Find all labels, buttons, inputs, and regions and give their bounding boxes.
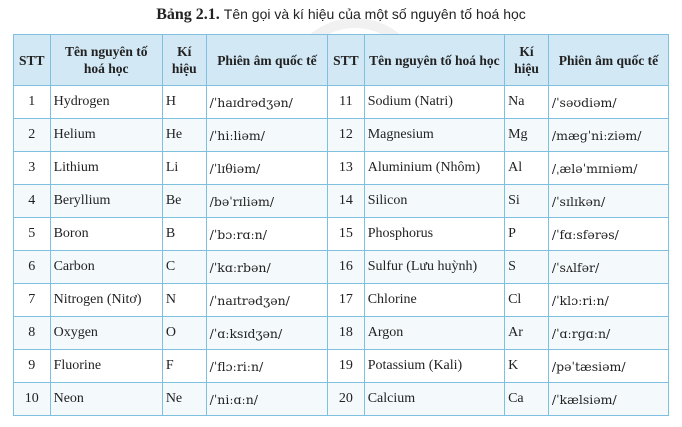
cell-element-name: Hydrogen <box>50 86 162 119</box>
cell-pronunciation: /ˈsɪlɪkən/ <box>548 185 668 218</box>
cell-pronunciation: /ˈfɑːsfərəs/ <box>548 218 668 251</box>
cell-stt: 3 <box>14 152 51 185</box>
cell-pronunciation: /ˈsʌlfər/ <box>548 251 668 284</box>
cell-stt: 13 <box>328 152 365 185</box>
cell-element-name: Neon <box>50 383 162 416</box>
cell-symbol: F <box>162 350 206 383</box>
header-stt-left: STT <box>14 35 51 86</box>
cell-pronunciation: /ˈhiːliəm/ <box>206 119 328 152</box>
cell-stt: 14 <box>328 185 365 218</box>
cell-stt: 2 <box>14 119 51 152</box>
header-symbol-right: Kí hiệu <box>505 35 549 86</box>
header-name-right: Tên nguyên tố hoá học <box>364 35 504 86</box>
cell-element-name: Fluorine <box>50 350 162 383</box>
table-row <box>14 251 669 284</box>
cell-element-name: Silicon <box>364 185 504 218</box>
cell-symbol: Be <box>162 185 206 218</box>
cell-stt: 11 <box>328 86 365 119</box>
cell-element-name: Lithium <box>50 152 162 185</box>
cell-element-name: Potassium (Kali) <box>364 350 504 383</box>
table-caption <box>0 6 682 24</box>
header-ipa-left: Phiên âm quốc tế <box>206 35 328 86</box>
cell-symbol: K <box>505 350 549 383</box>
cell-pronunciation: /bəˈrɪliəm/ <box>206 185 328 218</box>
cell-stt: 6 <box>14 251 51 284</box>
cell-symbol: H <box>162 86 206 119</box>
cell-pronunciation: /ˈɑːrɡɑːn/ <box>548 317 668 350</box>
cell-element-name: Nitrogen (Nitơ) <box>50 284 162 317</box>
table-body <box>14 86 669 416</box>
cell-symbol: B <box>162 218 206 251</box>
header-symbol-left: Kí hiệu <box>162 35 206 86</box>
cell-pronunciation: /ˈflɔːriːn/ <box>206 350 328 383</box>
cell-symbol: Li <box>162 152 206 185</box>
cell-pronunciation: /ˈlɪθiəm/ <box>206 152 328 185</box>
cell-element-name: Boron <box>50 218 162 251</box>
cell-stt: 12 <box>328 119 365 152</box>
table-row <box>14 383 669 416</box>
cell-stt: 1 <box>14 86 51 119</box>
cell-element-name: Oxygen <box>50 317 162 350</box>
cell-pronunciation: /ˈnaɪtrədʒən/ <box>206 284 328 317</box>
cell-stt: 7 <box>14 284 51 317</box>
cell-stt: 5 <box>14 218 51 251</box>
caption-label: Bảng 2.1. <box>156 6 220 23</box>
cell-element-name: Sulfur (Lưu huỳnh) <box>364 251 504 284</box>
cell-element-name: Chlorine <box>364 284 504 317</box>
table-row <box>14 86 669 119</box>
cell-element-name: Magnesium <box>364 119 504 152</box>
cell-symbol: He <box>162 119 206 152</box>
cell-pronunciation: /ˈhaɪdrədʒən/ <box>206 86 328 119</box>
cell-element-name: Calcium <box>364 383 504 416</box>
cell-pronunciation: /mæɡˈniːziəm/ <box>548 119 668 152</box>
cell-pronunciation: /ˌæləˈmɪniəm/ <box>548 152 668 185</box>
cell-symbol: P <box>505 218 549 251</box>
cell-pronunciation: /ˈsəʊdiəm/ <box>548 86 668 119</box>
table-row <box>14 119 669 152</box>
header-name-left: Tên nguyên tố hoá học <box>50 35 162 86</box>
cell-symbol: N <box>162 284 206 317</box>
cell-symbol: Mg <box>505 119 549 152</box>
cell-element-name: Helium <box>50 119 162 152</box>
cell-symbol: O <box>162 317 206 350</box>
cell-symbol: Al <box>505 152 549 185</box>
cell-symbol: Si <box>505 185 549 218</box>
element-table <box>13 34 669 416</box>
cell-symbol: Ar <box>505 317 549 350</box>
cell-stt: 16 <box>328 251 365 284</box>
cell-pronunciation: /ˈkælsiəm/ <box>548 383 668 416</box>
cell-stt: 9 <box>14 350 51 383</box>
cell-stt: 4 <box>14 185 51 218</box>
cell-symbol: Na <box>505 86 549 119</box>
cell-pronunciation: /ˈɑːksɪdʒən/ <box>206 317 328 350</box>
cell-symbol: S <box>505 251 549 284</box>
cell-element-name: Carbon <box>50 251 162 284</box>
header-ipa-right: Phiên âm quốc tế <box>548 35 668 86</box>
cell-pronunciation: /ˈkɑːrbən/ <box>206 251 328 284</box>
header-stt-right: STT <box>328 35 365 86</box>
cell-stt: 17 <box>328 284 365 317</box>
cell-pronunciation: /pəˈtæsiəm/ <box>548 350 668 383</box>
cell-stt: 8 <box>14 317 51 350</box>
table-row <box>14 350 669 383</box>
cell-stt: 18 <box>328 317 365 350</box>
header-row <box>14 35 669 86</box>
table-row <box>14 185 669 218</box>
caption-text: Tên gọi và kí hiệu của một số nguyên tố hoá học <box>223 6 526 22</box>
cell-element-name: Sodium (Natri) <box>364 86 504 119</box>
cell-symbol: Ca <box>505 383 549 416</box>
cell-element-name: Argon <box>364 317 504 350</box>
cell-symbol: Cl <box>505 284 549 317</box>
cell-element-name: Aluminium (Nhôm) <box>364 152 504 185</box>
table-row <box>14 284 669 317</box>
cell-pronunciation: /ˈniːɑːn/ <box>206 383 328 416</box>
table-row <box>14 218 669 251</box>
cell-pronunciation: /ˈbɔːrɑːn/ <box>206 218 328 251</box>
cell-stt: 20 <box>328 383 365 416</box>
cell-stt: 19 <box>328 350 365 383</box>
cell-stt: 15 <box>328 218 365 251</box>
cell-stt: 10 <box>14 383 51 416</box>
cell-element-name: Phosphorus <box>364 218 504 251</box>
table-row <box>14 317 669 350</box>
cell-element-name: Beryllium <box>50 185 162 218</box>
cell-pronunciation: /ˈklɔːriːn/ <box>548 284 668 317</box>
table-row <box>14 152 669 185</box>
cell-symbol: Ne <box>162 383 206 416</box>
cell-symbol: C <box>162 251 206 284</box>
